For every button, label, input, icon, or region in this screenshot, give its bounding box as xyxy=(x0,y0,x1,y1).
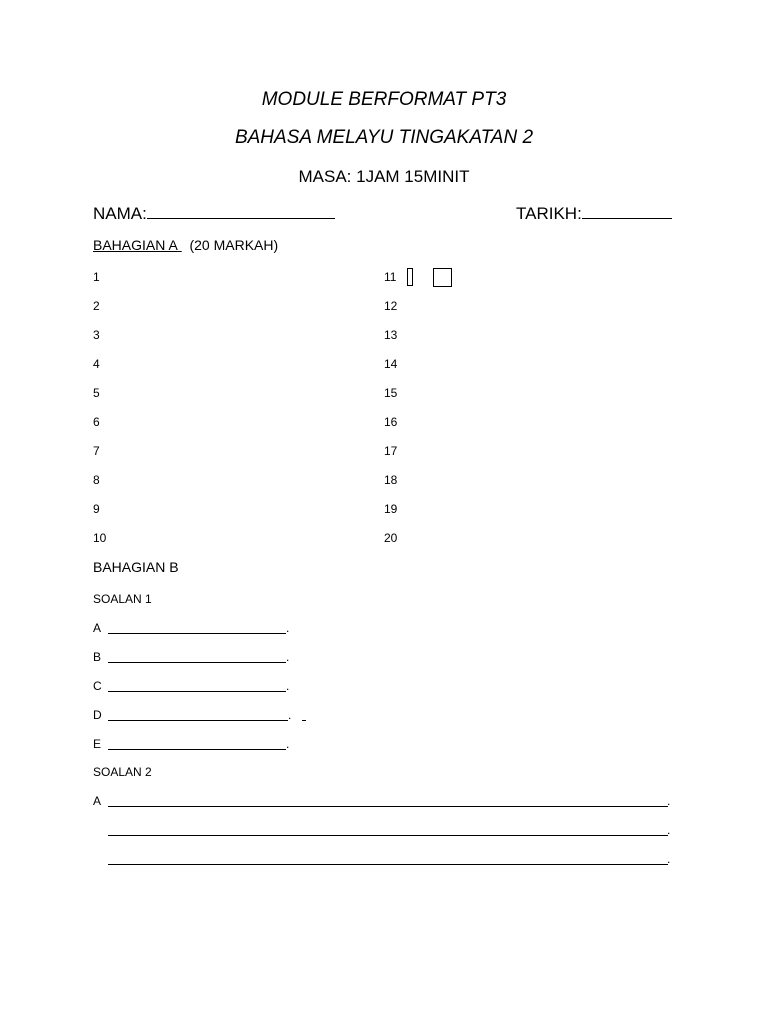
tarikh-blank[interactable] xyxy=(582,202,672,219)
subject-title: BAHASA MELAYU TINGAKATAN 2 xyxy=(234,127,534,148)
answer-line[interactable] xyxy=(108,864,668,865)
question-number: 10 xyxy=(93,531,107,545)
answer-line[interactable] xyxy=(108,806,668,807)
bahagian-a-heading xyxy=(93,237,278,253)
question-number: 2 xyxy=(93,299,100,313)
question-number: 20 xyxy=(384,531,398,545)
soalan-2-item-label: A xyxy=(93,794,102,808)
answer-line[interactable] xyxy=(108,720,288,721)
answer-line[interactable] xyxy=(108,835,668,836)
question-number: 18 xyxy=(384,473,398,487)
question-number: 19 xyxy=(384,502,398,516)
soalan-2-title: SOALAN 2 xyxy=(93,765,152,779)
line-period: . xyxy=(288,708,292,722)
question-number: 8 xyxy=(93,473,100,487)
question-number: 12 xyxy=(384,299,398,313)
answer-line[interactable] xyxy=(108,662,286,663)
line-period: . xyxy=(286,621,290,635)
soalan-1-item-label: D xyxy=(93,708,102,722)
question-number: 3 xyxy=(93,328,100,342)
question-number: 1 xyxy=(93,270,100,284)
question-number: 4 xyxy=(93,357,100,371)
question-number: 16 xyxy=(384,415,398,429)
soalan-1-title: SOALAN 1 xyxy=(93,592,152,606)
bahagian-a-marks: (20 MARKAH) xyxy=(189,237,279,253)
soalan-1-item-label: A xyxy=(93,621,102,635)
stray-mark xyxy=(302,720,306,721)
question-number: 7 xyxy=(93,444,100,458)
tarikh-label: TARIKH: xyxy=(516,204,582,223)
line-period: . xyxy=(286,650,290,664)
line-period: . xyxy=(667,794,671,808)
nama-field[interactable] xyxy=(93,202,335,224)
question-number: 13 xyxy=(384,328,398,342)
question-number: 5 xyxy=(93,386,100,400)
question-number: 14 xyxy=(384,357,398,371)
question-number: 6 xyxy=(93,415,100,429)
answer-line[interactable] xyxy=(108,633,286,634)
bahagian-b-title: BAHAGIAN B xyxy=(93,559,179,575)
module-title: MODULE BERFORMAT PT3 xyxy=(261,89,507,110)
time-allowed: MASA: 1JAM 15MINIT xyxy=(298,167,470,186)
question-number: 15 xyxy=(384,386,398,400)
text-cursor-box xyxy=(407,268,413,286)
question-number: 11 xyxy=(384,270,397,284)
answer-line[interactable] xyxy=(108,691,286,692)
tarikh-field[interactable] xyxy=(516,202,672,224)
line-period: . xyxy=(286,737,290,751)
line-period: . xyxy=(667,823,671,837)
question-number: 9 xyxy=(93,502,100,516)
answer-line[interactable] xyxy=(108,749,286,750)
question-number: 17 xyxy=(384,444,398,458)
line-period: . xyxy=(286,679,290,693)
soalan-1-item-label: E xyxy=(93,737,102,751)
soalan-1-item-label: C xyxy=(93,679,102,693)
nama-label: NAMA: xyxy=(93,204,147,223)
soalan-1-item-label: B xyxy=(93,650,102,664)
answer-box[interactable] xyxy=(433,268,452,287)
nama-blank[interactable] xyxy=(147,202,335,219)
line-period: . xyxy=(667,852,671,866)
bahagian-a-title: BAHAGIAN A xyxy=(93,237,178,253)
